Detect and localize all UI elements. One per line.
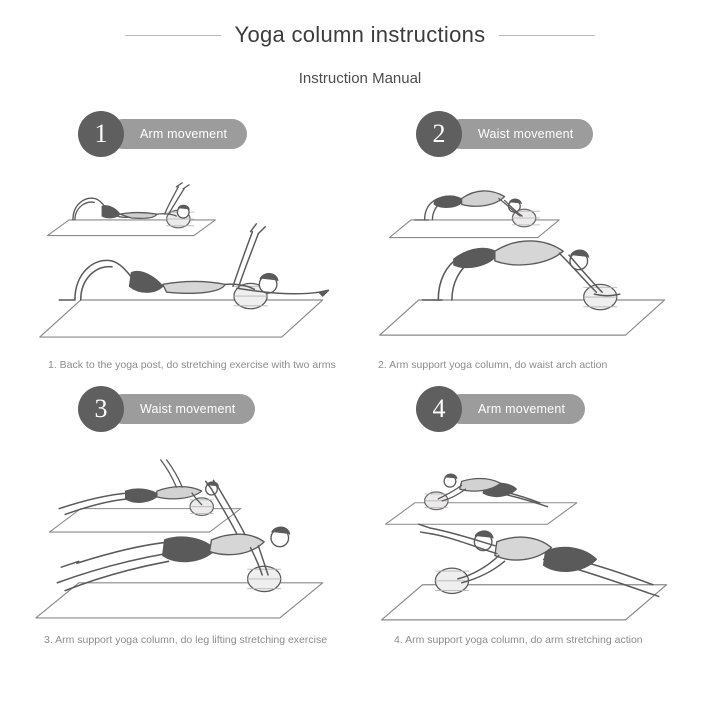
panel-2-head bbox=[416, 111, 690, 157]
instruction-panel-4 bbox=[360, 386, 698, 661]
panel-3-illustration bbox=[30, 436, 352, 632]
instruction-grid bbox=[0, 111, 720, 661]
page-subtitle: Instruction Manual bbox=[298, 70, 422, 87]
panel-2-tag: Waist movement bbox=[446, 119, 593, 149]
title-row bbox=[0, 22, 720, 48]
panel-4-tag: Arm movement bbox=[446, 394, 585, 424]
panel-3-caption: 3. Arm support yoga column, do leg lifting stretching exercise bbox=[44, 634, 328, 646]
page-header bbox=[0, 0, 720, 87]
panel-4-caption: 4. Arm support yoga column, do arm stretching action bbox=[394, 634, 643, 646]
page-title: Yoga column instructions bbox=[234, 22, 486, 47]
panel-1-number: 1 bbox=[78, 111, 124, 157]
instruction-panel-2 bbox=[360, 111, 698, 386]
panel-2-caption: 2. Arm support yoga column, do waist arch action bbox=[378, 359, 608, 371]
panel-1-caption: 1. Back to the yoga post, do stretching exercise with two arms bbox=[48, 359, 336, 371]
panel-1-illustration bbox=[30, 161, 352, 357]
title-rule-right bbox=[499, 35, 595, 36]
panel-3-number: 3 bbox=[78, 386, 124, 432]
panel-1-tag: Arm movement bbox=[108, 119, 247, 149]
panel-4-number: 4 bbox=[416, 386, 462, 432]
panel-1-head bbox=[78, 111, 352, 157]
instruction-panel-3 bbox=[22, 386, 360, 661]
panel-2-illustration bbox=[368, 161, 690, 357]
panel-2-number: 2 bbox=[416, 111, 462, 157]
panel-3-head bbox=[78, 386, 352, 432]
panel-4-head bbox=[416, 386, 690, 432]
title-rule-left bbox=[125, 35, 221, 36]
panel-4-illustration bbox=[368, 436, 690, 632]
panel-3-tag: Waist movement bbox=[108, 394, 255, 424]
instruction-panel-1 bbox=[22, 111, 360, 386]
